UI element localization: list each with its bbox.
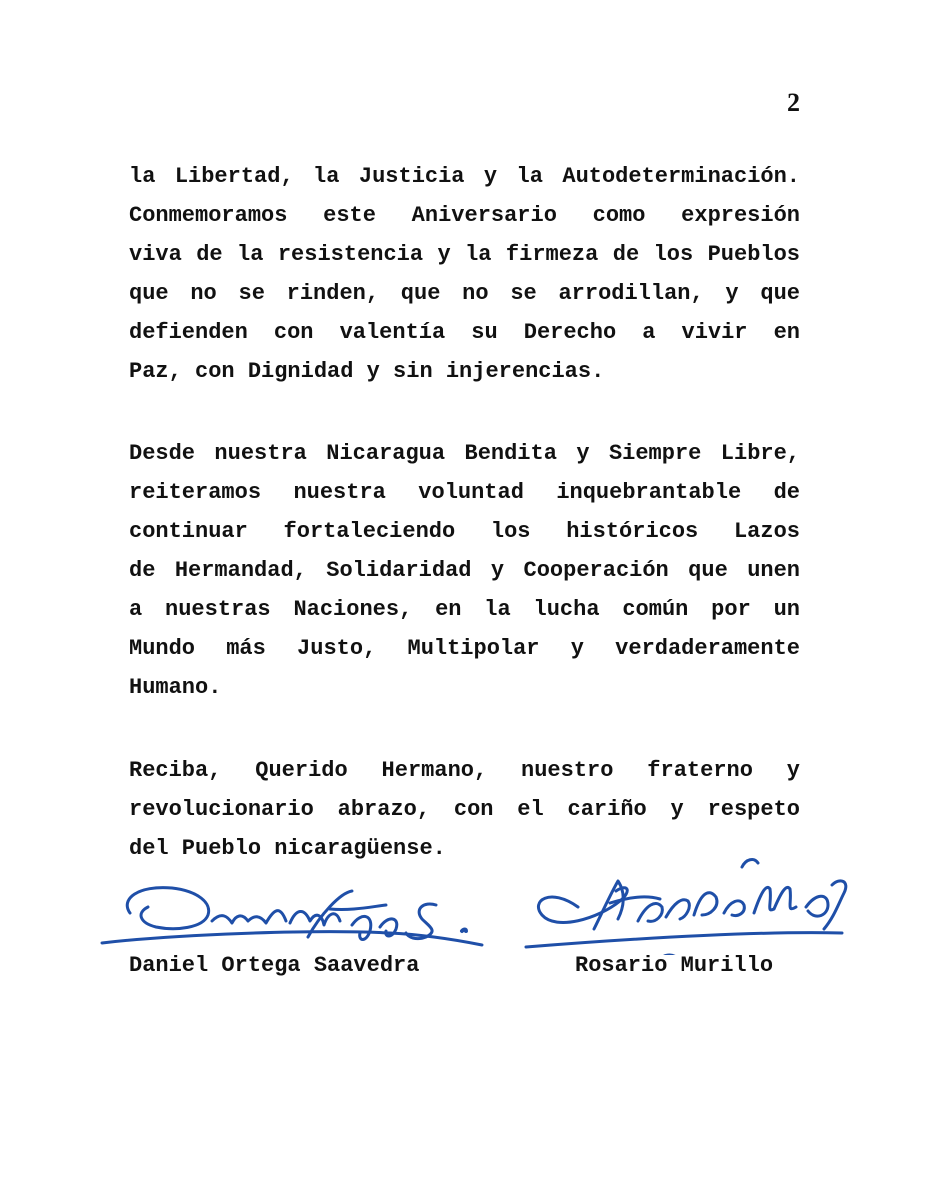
text-line: Reciba, Querido Hermano, nuestro fraterno y	[129, 758, 800, 783]
paragraph-commemoration	[129, 157, 800, 391]
signature-block	[90, 845, 850, 985]
text-line: viva de la resistencia y la firmeza de los Pueblos	[129, 242, 800, 267]
page-number: 2	[787, 88, 800, 117]
paragraph-brotherhood	[129, 434, 800, 707]
text-line: Paz, con Dignidad y sin injerencias.	[129, 359, 605, 384]
text-line: la Libertad, la Justicia y la Autodeterminación.	[129, 164, 800, 189]
text-line: defienden con valentía su Derecho a vivir en	[129, 320, 800, 345]
text-line: que no se rinden, que no se arrodillan, y que	[129, 281, 800, 306]
text-line: de Hermandad, Solidaridad y Cooperación que unen	[129, 558, 800, 583]
text-line: Conmemoramos este Aniversario como expresión	[129, 203, 800, 228]
text-line: reiteramos nuestra voluntad inquebrantable de	[129, 480, 800, 505]
text-line: del Pueblo nicaragüense.	[129, 836, 446, 861]
text-line: Desde nuestra Nicaragua Bendita y Siempre Libre,	[129, 441, 800, 466]
text-line: Humano.	[129, 675, 222, 700]
text-line: a nuestras Naciones, en la lucha común por un	[129, 597, 800, 622]
handwritten-signatures	[90, 845, 850, 955]
text-line: Mundo más Justo, Multipolar y verdaderamente	[129, 636, 800, 661]
signature-daniel-ortega	[102, 888, 482, 945]
signer-name-rosario-murillo: Rosario Murillo	[575, 953, 774, 978]
text-line: revolucionario abrazo, con el cariño y respeto	[129, 797, 800, 822]
text-line: continuar fortaleciendo los históricos Lazos	[129, 519, 800, 544]
signer-name-daniel-ortega: Daniel Ortega Saavedra	[129, 953, 420, 978]
signature-rosario-murillo	[526, 860, 846, 955]
